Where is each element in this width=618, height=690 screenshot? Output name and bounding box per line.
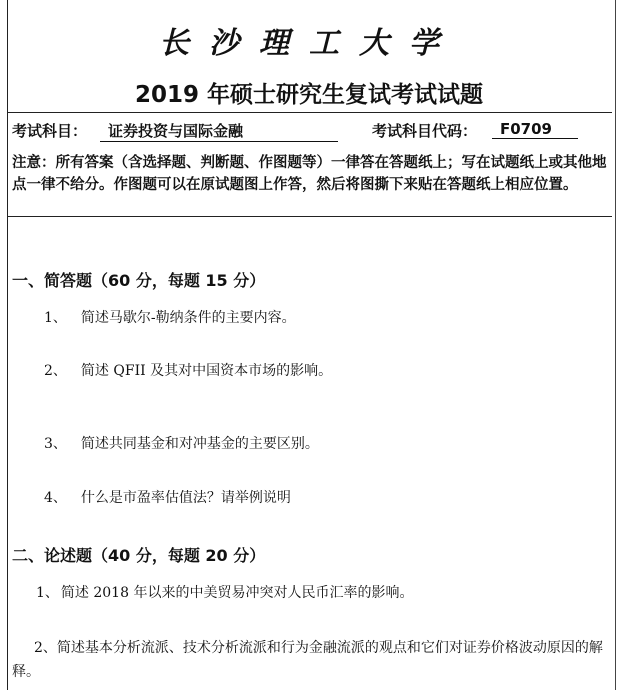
- subject-value: 证券投资与国际金融: [100, 120, 338, 142]
- note-divider: [7, 216, 612, 217]
- question-text: 简述 2018 年以来的中美贸易冲突对人民币汇率的影响。: [60, 585, 414, 601]
- section-heading-essay: 二、论述题（40 分，每题 20 分）: [12, 546, 266, 565]
- question-text: 什么是市盈率估值法？请举例说明: [80, 490, 291, 506]
- question-item: [44, 433, 319, 453]
- section-heading-short-answer: 一、简答题（60 分，每题 15 分）: [12, 271, 266, 290]
- question-item: [44, 360, 332, 380]
- exam-title: 2019 年硕士研究生复试考试试题: [134, 82, 484, 108]
- question-item: [44, 487, 291, 507]
- question-item: [12, 636, 612, 684]
- question-text: 简述共同基金和对冲基金的主要区别。: [80, 436, 319, 452]
- question-item: [36, 582, 413, 602]
- question-number: 1、: [44, 310, 67, 326]
- question-text: 简述马歇尔-勒纳条件的主要内容。: [80, 310, 296, 326]
- question-number: 2、: [34, 640, 57, 656]
- question-number: 1、: [36, 585, 59, 601]
- exam-note: 注意：所有答案（含选择题、判断题、作图题等）一律答在答题纸上；写在试题纸上或其他地点一律不给分。作图题可以在原试题图上作答，然后将图撕下来贴在答题纸上相应位置。: [12, 155, 607, 193]
- subject-code-label: 考试科目代码：: [372, 122, 478, 140]
- question-number: 3、: [44, 436, 67, 452]
- question-text: 简述 QFII 及其对中国资本市场的影响。: [80, 363, 333, 379]
- subject-code-value: F0709: [492, 120, 578, 139]
- subject-label: 考试科目：: [12, 122, 88, 140]
- question-item: [44, 307, 296, 327]
- header-divider: [7, 112, 612, 113]
- question-number: 4、: [44, 490, 67, 506]
- question-number: 2、: [44, 363, 67, 379]
- question-text: 简述基本分析流派、技术分析流派和行为金融流派的观点和它们对证券价格波动原因的解释。: [12, 640, 603, 680]
- university-name: 长沙理工大学: [159, 26, 459, 61]
